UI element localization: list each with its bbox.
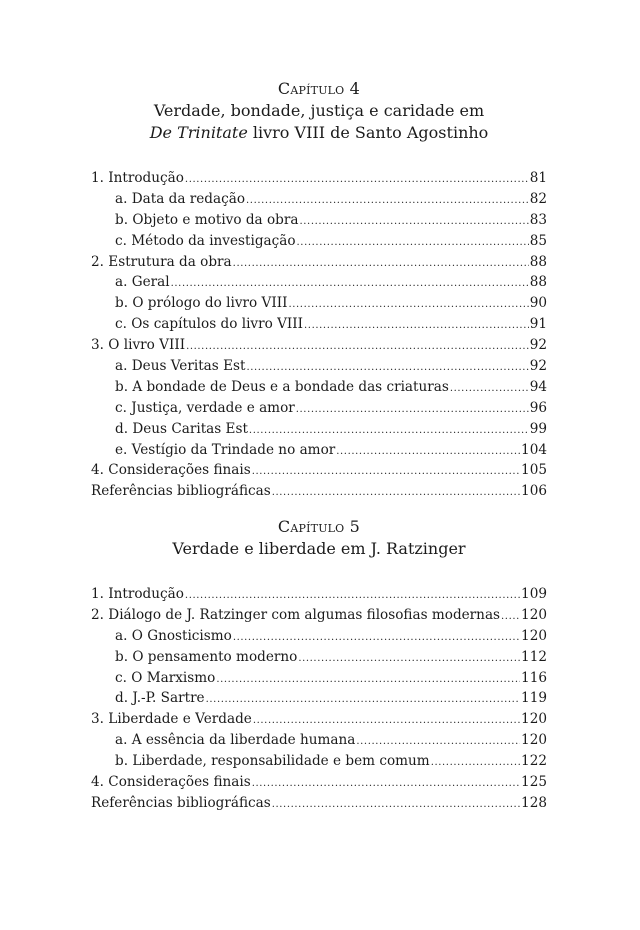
toc-subentry[interactable] [91,626,547,647]
toc-page-number: 125 [521,774,547,791]
dot-leader [185,170,529,191]
toc-subentry[interactable] [91,440,547,461]
toc-page-number: 105 [521,462,547,479]
toc-page-number: 85 [529,232,547,249]
dot-leader [304,316,529,337]
title-text: Verdade e liberdade em J. Ratzinger [172,539,466,558]
toc-entry-label: 1. Introdução [91,586,184,602]
toc-entry-label: c. Os capítulos do livro VIII [115,316,304,333]
toc-entry-label: c. Método da investigação [115,232,296,249]
chapter-heading [91,516,547,560]
toc-entry-label: c. Justiça, verdade e amor [115,399,295,416]
toc-entry-label: c. O Marxismo [115,669,216,686]
toc-page-number: 92 [529,337,547,354]
toc-entry[interactable] [91,481,547,502]
dot-leader [252,462,520,483]
toc-entry-label: e. Vestígio da Trindade no amor [115,441,336,458]
toc-subentry[interactable] [91,272,547,293]
toc-entry-label: a. A essência da liberdade humana [115,732,356,749]
toc-page-number: 128 [521,794,547,811]
toc-page-number: 91 [529,316,547,333]
title-text: Verdade, bondade, justiça e caridade em [153,101,485,120]
chapter-5-section [91,516,547,814]
toc-entry[interactable] [91,793,547,814]
dot-leader [185,586,520,607]
dot-leader [450,379,529,400]
toc-entry[interactable] [91,709,547,730]
toc-entry-label: b. A bondade de Deus e a bondade das criaturas [115,378,449,395]
dot-leader [252,774,520,795]
chapter-number: Capítulo 5 [277,517,361,536]
chapter-4-section [91,78,547,502]
toc-entry-label: d. J.-P. Sartre [115,690,205,707]
toc-page-number: 122 [521,753,547,770]
toc-entry-label: 3. Liberdade e Verdade [91,711,252,728]
dot-leader [246,358,528,379]
toc-entry-label: b. Objeto e motivo da obra [115,211,299,228]
toc-entry[interactable] [91,335,547,356]
toc-subentry[interactable] [91,730,547,751]
dot-leader [171,274,529,295]
dot-leader [246,191,529,212]
chapter-number: Capítulo 4 [277,79,361,98]
table-of-contents [91,584,547,814]
toc-page-number: 94 [529,378,547,395]
toc-page-number: 104 [521,441,547,458]
dot-leader [299,212,528,233]
chapter-title-line [91,122,547,144]
dot-leader [272,483,520,504]
toc-entry-label: a. Geral [115,274,170,291]
toc-entry-label: Referências bibliográficas [91,483,271,500]
toc-subentry[interactable] [91,293,547,314]
toc-entry[interactable] [91,605,547,626]
toc-subentry[interactable] [91,398,547,419]
toc-entry-label: b. O prólogo do livro VIII [115,295,288,312]
toc-subentry[interactable] [91,231,547,252]
dot-leader [288,295,528,316]
toc-entry-label: Referências bibliográficas [91,794,271,811]
toc-subentry[interactable] [91,314,547,335]
dot-leader [272,795,520,816]
toc-entry[interactable] [91,772,547,793]
toc-subentry[interactable] [91,210,547,231]
toc-subentry[interactable] [91,419,547,440]
toc-page-number: 119 [521,690,547,707]
toc-entry-label: a. Deus Veritas Est [115,358,246,375]
chapter-title-line [91,538,547,560]
dot-leader [253,711,520,732]
dot-leader [216,670,520,691]
toc-page-number: 90 [529,295,547,312]
dot-leader [186,337,529,358]
dot-leader [233,254,529,275]
toc-page-number: 88 [529,274,547,291]
toc-entry-label: a. O Gnosticismo [115,627,232,644]
toc-page-number: 81 [529,170,547,186]
chapter-heading [91,78,547,144]
toc-page-number: 120 [521,606,547,623]
toc-entry-label: 4. Considerações finais [91,774,251,791]
dot-leader [249,421,529,442]
dot-leader [298,649,520,670]
toc-entry[interactable] [91,168,547,189]
dot-leader [297,233,529,254]
toc-entry-label: 4. Considerações finais [91,462,251,479]
toc-entry[interactable] [91,252,547,273]
dot-leader [431,753,520,774]
dot-leader [356,732,520,753]
chapter-title [91,100,547,144]
toc-page-number: 112 [521,648,547,665]
dot-leader [206,690,520,711]
toc-entry-label: 2. Diálogo de J. Ratzinger com algumas filosofias modernas [91,606,501,623]
dot-leader [336,442,520,463]
chapter-title [91,538,547,560]
toc-entry-label: 1. Introdução [91,170,184,186]
dot-leader [296,400,529,421]
toc-page-number: 109 [521,586,547,602]
toc-subentry[interactable] [91,189,547,210]
toc-subentry[interactable] [91,668,547,689]
dot-leader [501,607,520,628]
toc-entry-label: 2. Estrutura da obra [91,253,232,270]
toc-page-number: 120 [521,711,547,728]
toc-entry-label: 3. O livro VIII [91,337,186,354]
toc-entry-label: b. Liberdade, responsabilidade e bem comum [115,753,430,770]
toc-entry-label: b. O pensamento moderno [115,648,298,665]
toc-page-number: 96 [529,399,547,416]
toc-page-number: 106 [521,483,547,500]
toc-page-number: 82 [529,190,547,207]
toc-page-number: 92 [529,358,547,375]
title-text: livro VIII de Santo Agostinho [247,123,489,142]
toc-entry[interactable] [91,584,547,605]
dot-leader [233,628,520,649]
toc-subentry[interactable] [91,377,547,398]
toc-entry-label: d. Deus Caritas Est [115,420,248,437]
toc-page-number: 116 [521,669,547,686]
toc-entry-label: a. Data da redação [115,190,246,207]
italic-title-text: De Trinitate [149,123,248,142]
toc-subentry[interactable] [91,751,547,772]
toc-entry[interactable] [91,460,547,481]
toc-page-number: 120 [521,627,547,644]
toc-page-number: 83 [529,211,547,228]
toc-page-number: 88 [529,253,547,270]
toc-subentry[interactable] [91,688,547,709]
toc-subentry[interactable] [91,356,547,377]
table-of-contents [91,168,547,502]
chapter-title-line [91,100,547,122]
toc-page-number: 99 [529,420,547,437]
toc-page-number: 120 [521,732,547,749]
toc-subentry[interactable] [91,647,547,668]
